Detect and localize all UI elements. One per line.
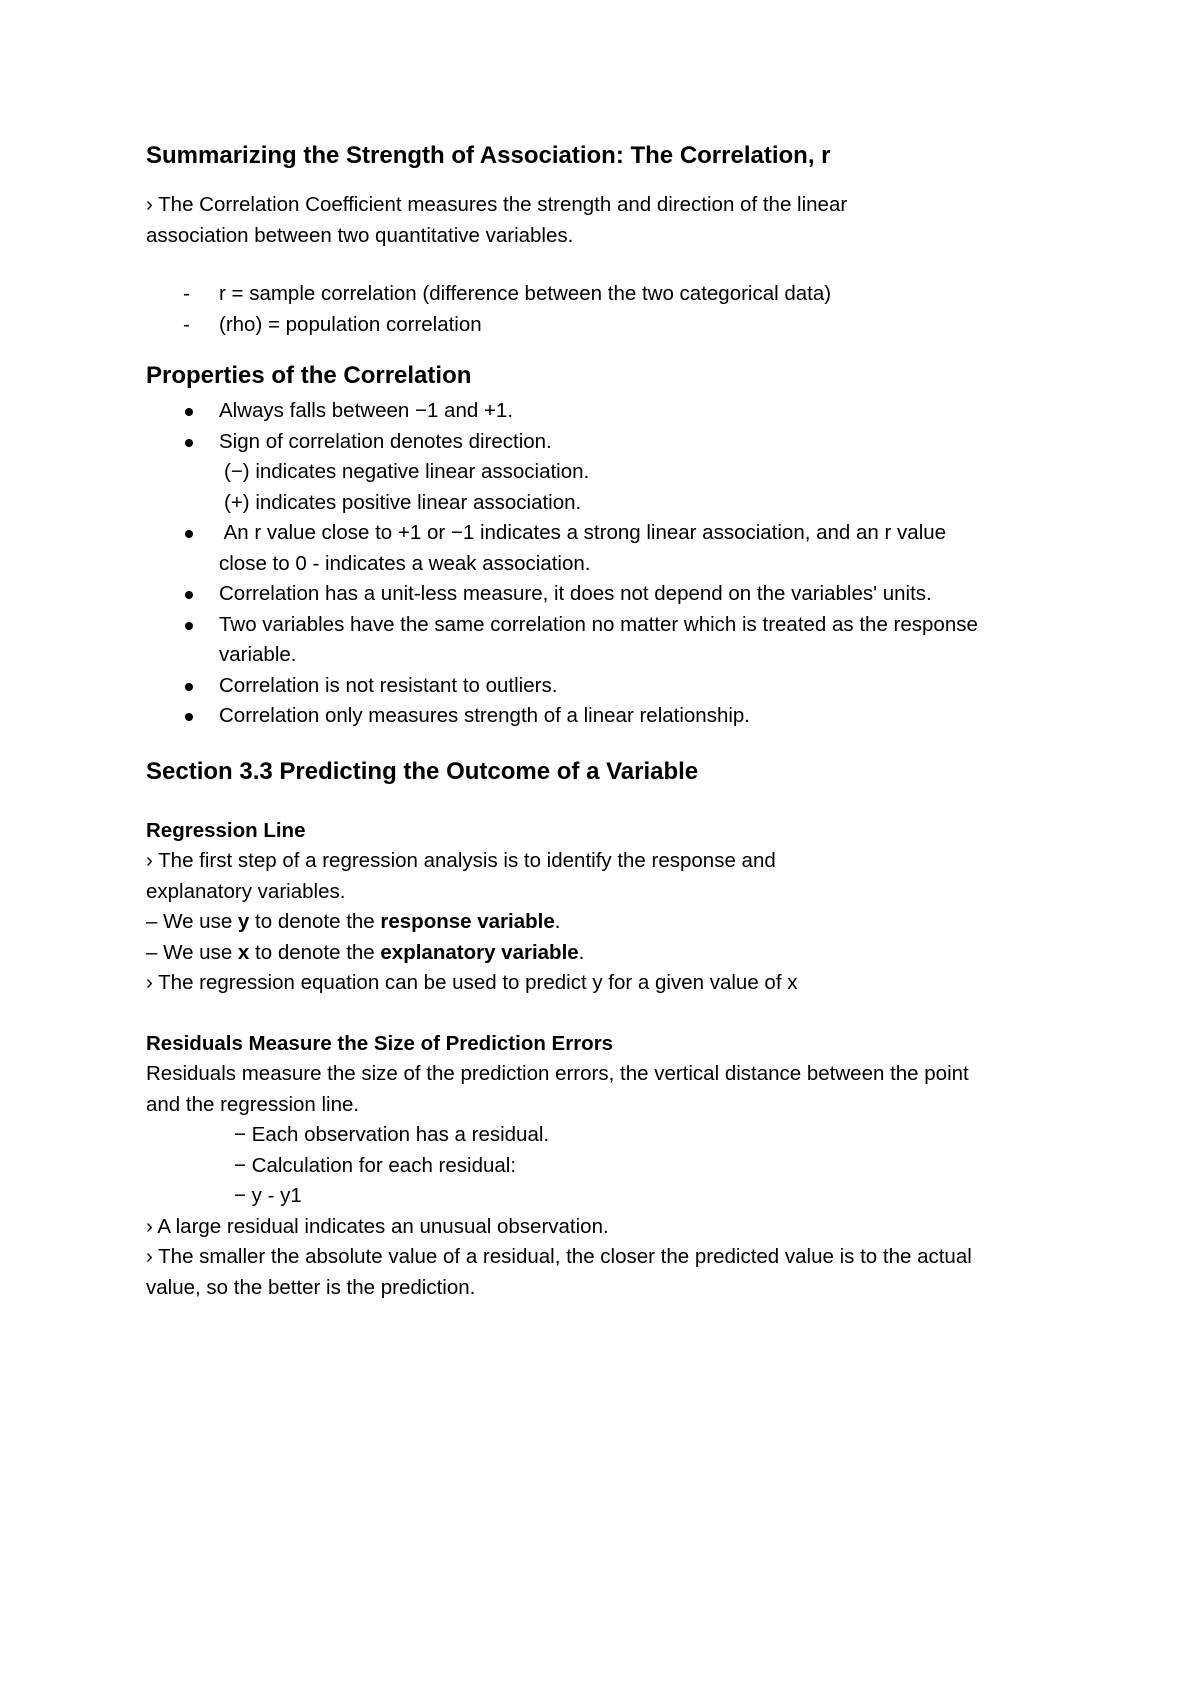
regression-equation-note: › The regression equation can be used to predict y for a given value of x (146, 971, 798, 994)
list-item (146, 701, 1076, 732)
residuals-line-5: value, so the better is the prediction. (146, 1275, 476, 1299)
heading-section-3-3: Section 3.3 Predicting the Outcome of a Variable (146, 757, 699, 785)
response-term: response variable (380, 910, 555, 933)
list-item-text: Two variables have the same correlation no matter which is treated as the response (219, 612, 978, 636)
residuals-line-1: Residuals measure the size of the prediction errors, the vertical distance between the point (146, 1062, 969, 1085)
residuals-line-4: › The smaller the absolute value of a residual, the closer the predicted value is to the actual (146, 1245, 972, 1268)
list-item-text: Correlation only measures strength of a linear relationship. (219, 704, 750, 727)
properties-list (146, 396, 1076, 732)
correlation-notation-list (146, 279, 1076, 340)
bullet-icon (185, 439, 193, 447)
residuals-sub-1: − Each observation has a residual. (234, 1123, 550, 1146)
note-end: . (578, 940, 585, 964)
regression-line-2: explanatory variables. (146, 879, 346, 903)
list-item-text: (rho) = population correlation (219, 312, 482, 336)
bullet-icon (185, 713, 193, 721)
list-item-text: variable. (219, 643, 297, 666)
intro-line-2: association between two quantitative variables. (146, 223, 574, 247)
residuals-line-3: › A large residual indicates an unusual observation. (146, 1214, 609, 1238)
sub-note: (−) indicates negative linear association. (224, 460, 590, 483)
dash-marker: - (183, 282, 190, 305)
list-item-text: close to 0 - indicates a weak association. (219, 551, 591, 575)
response-symbol: y (237, 910, 250, 933)
list-item (146, 396, 1076, 427)
residuals-sub-2: − Calculation for each residual: (234, 1153, 517, 1177)
list-item (146, 310, 1076, 341)
bullet-icon (185, 622, 193, 630)
intro-line-1: › The Correlation Coefficient measures the strength and direction of the linear (146, 193, 848, 216)
residuals-line-2: and the regression line. (146, 1092, 360, 1116)
bullet-icon (185, 408, 193, 416)
sub-note: (+) indicates positive linear association. (224, 490, 582, 514)
note-end: . (554, 910, 561, 933)
response-variable-note (146, 907, 1076, 938)
list-item-text: Correlation is not resistant to outliers. (219, 673, 558, 697)
residuals-title: Residuals Measure the Size of Prediction Errors (146, 1031, 614, 1055)
bullet-icon (185, 683, 193, 691)
note-prefix: – We use (146, 910, 238, 933)
list-item-text: r = sample correlation (difference between the two categorical data) (219, 282, 832, 305)
list-item (146, 579, 1076, 610)
bullet-icon (185, 530, 193, 538)
list-item-text: Always falls between −1 and +1. (219, 399, 514, 422)
regression-line-1: › The first step of a regression analysis is to identify the response and (146, 849, 776, 872)
list-item-text: Sign of correlation denotes direction. (219, 429, 552, 453)
heading-properties: Properties of the Correlation (146, 362, 472, 389)
bullet-icon (185, 591, 193, 599)
note-prefix: – We use (146, 940, 238, 964)
list-item (146, 518, 1076, 579)
list-item-text: An r value close to +1 or −1 indicates a strong linear association, and an r value (219, 521, 947, 544)
dash-marker: - (183, 312, 190, 336)
list-item (146, 610, 1076, 671)
note-mid: to denote the (249, 940, 381, 964)
list-item-text: Correlation has a unit-less measure, it does not depend on the variables' units. (219, 582, 932, 605)
explanatory-variable-note (146, 938, 1076, 969)
residuals-sub-3: − y - y1 (234, 1184, 302, 1207)
note-mid: to denote the (249, 910, 381, 933)
explanatory-symbol: x (237, 940, 250, 964)
list-item (146, 671, 1076, 702)
explanatory-term: explanatory variable (380, 940, 579, 964)
regression-line-title: Regression Line (146, 818, 306, 842)
list-item (146, 427, 1076, 519)
list-item (146, 279, 1076, 310)
heading-correlation: Summarizing the Strength of Association: The Correlation, r (146, 142, 831, 169)
document-page (146, 140, 1076, 1303)
